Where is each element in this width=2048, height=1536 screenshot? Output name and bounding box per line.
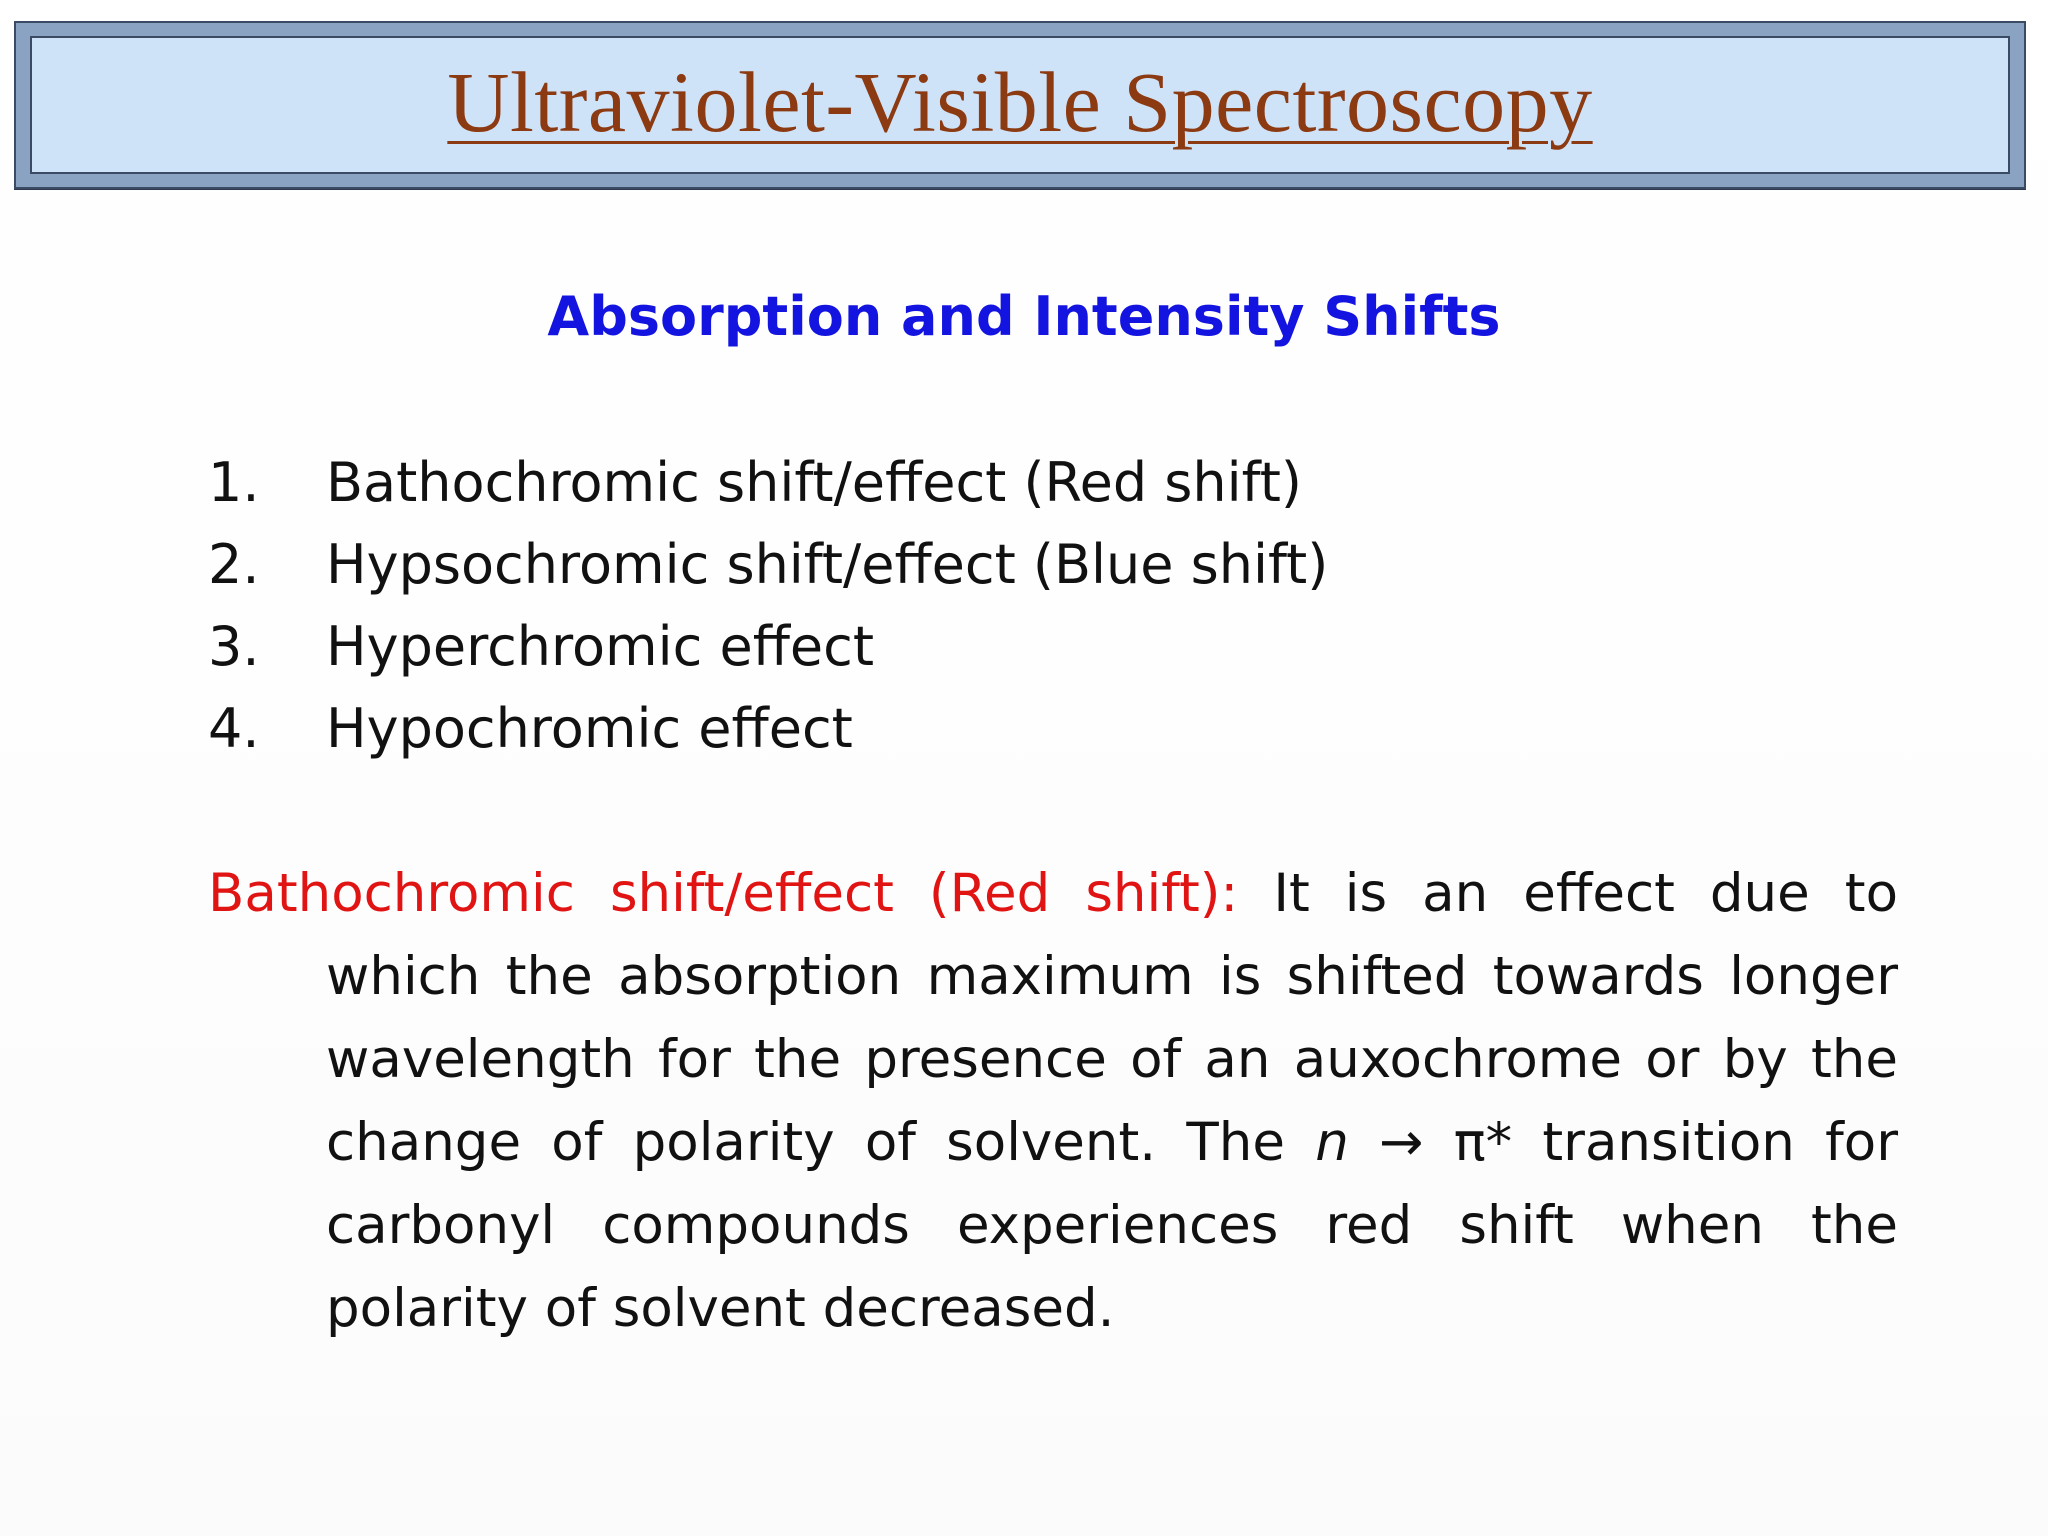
- definition-text: It is an effect due to which the absorption maximum is shifted towards longer wavelength for the presence of an auxochrome or by the change of polarity of solvent. The: [326, 863, 1898, 1173]
- list-item-label: Hypochromic effect: [326, 697, 853, 760]
- n-symbol: n: [1315, 1112, 1349, 1173]
- definition-paragraph: [208, 852, 1898, 1350]
- list-item-label: Hyperchromic effect: [326, 615, 875, 678]
- list-item: [208, 688, 1328, 770]
- list-item-number: 1.: [208, 451, 260, 514]
- definition-text-end: transition for carbonyl compounds experiences red shift when the polarity of solvent decreased.: [326, 1112, 1899, 1339]
- list-item: [208, 606, 1328, 688]
- list-item-label: Bathochromic shift/effect (Red shift): [326, 451, 1302, 514]
- shift-types-list: [208, 442, 1328, 770]
- list-item: [208, 524, 1328, 606]
- list-item-number: 2.: [208, 533, 260, 596]
- list-item: [208, 442, 1328, 524]
- definition-term: Bathochromic shift/effect (Red shift):: [208, 863, 1239, 924]
- slide-title: Ultraviolet-Visible Spectroscopy: [447, 54, 1593, 150]
- list-item-label: Hypsochromic shift/effect (Blue shift): [326, 533, 1329, 596]
- section-heading: Absorption and Intensity Shifts: [547, 285, 1501, 348]
- title-banner-inner: [30, 36, 2010, 174]
- transition-symbol: → π*: [1348, 1112, 1543, 1173]
- title-banner: [14, 21, 2026, 189]
- list-item-number: 3.: [208, 615, 260, 678]
- list-item-number: 4.: [208, 697, 260, 760]
